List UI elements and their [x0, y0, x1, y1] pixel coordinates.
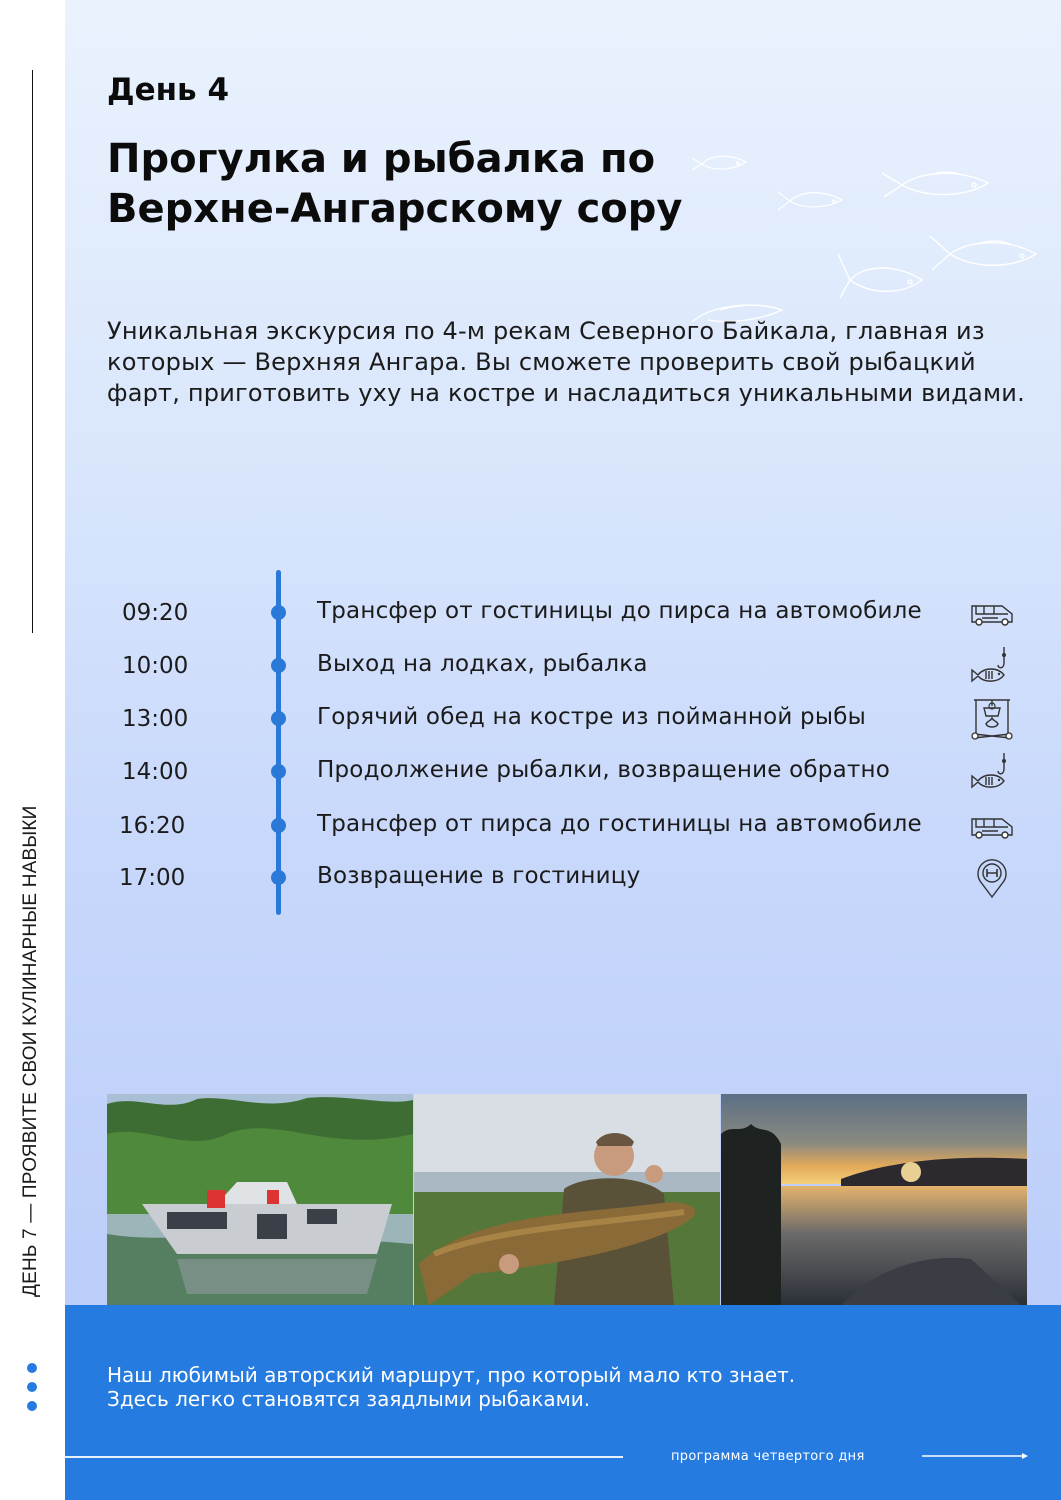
schedule-activity: Трансфер от гостиницы до пирса на автомобиле: [317, 598, 922, 624]
schedule-activity: Выход на лодках, рыбалка: [317, 651, 648, 677]
campfire-pot-icon: [968, 698, 1016, 742]
arrow-right-icon[interactable]: [922, 1451, 1030, 1461]
minivan-icon: [968, 592, 1016, 636]
schedule-activity: Продолжение рыбалки, возвращение обратно: [317, 757, 890, 783]
timeline-dot: [271, 764, 286, 779]
timeline-dot: [271, 605, 286, 620]
schedule-row: [0, 805, 1061, 845]
schedule-time: 17:00: [119, 865, 186, 891]
next-day-link[interactable]: программа четвертого дня: [671, 1449, 865, 1464]
hotel-pin-icon: [968, 857, 1016, 901]
timeline-dot: [271, 711, 286, 726]
schedule-activity: Горячий обед на костре из пойманной рыбы: [317, 704, 866, 730]
fish-decoration-icon: [880, 165, 992, 205]
schedule-row: [0, 857, 1061, 897]
vertical-caption: ДЕНЬ 7 — ПРОЯВИТЕ СВОИ КУЛИНАРНЫЕ НАВЫКИ: [20, 805, 41, 1297]
schedule-row: [0, 645, 1061, 685]
timeline-dot: [271, 870, 286, 885]
fish-hook-icon: [968, 645, 1016, 689]
tour-description: Уникальная экскурсия по 4-м рекам Северного Байкала, главная из которых — Верхняя Ангара. Вы сможете проверить свой рыбацкий фарт, приготовить уху на костре и насладиться уникальными видами.: [107, 317, 1025, 407]
photo-sunset-lake: [721, 1094, 1027, 1305]
page-title: Прогулка и рыбалка по Верхне-Ангарскому сору: [107, 136, 683, 232]
schedule-activity: Возвращение в гостиницу: [317, 863, 641, 889]
schedule-row: [0, 751, 1061, 791]
schedule-time: 10:00: [122, 653, 189, 679]
photo-strip: [107, 1094, 1027, 1305]
photo-fisherman-pike: [414, 1094, 720, 1305]
fish-decoration-icon: [834, 252, 926, 302]
minivan-icon: [968, 805, 1016, 849]
more-dots-icon[interactable]: [27, 1363, 37, 1420]
schedule-time: 16:20: [119, 813, 186, 839]
day-label: День 4: [107, 72, 230, 108]
schedule-row: [0, 592, 1061, 632]
schedule-time: 14:00: [122, 759, 189, 785]
schedule-row: [0, 698, 1061, 738]
schedule-time: 09:20: [122, 600, 189, 626]
photo-boat: [107, 1094, 413, 1305]
fish-decoration-icon: [928, 232, 1040, 276]
schedule-time: 13:00: [122, 706, 189, 732]
schedule-activity: Трансфер от пирса до гостиницы на автомобиле: [317, 811, 922, 837]
side-divider-line: [32, 70, 33, 633]
fish-hook-icon: [968, 751, 1016, 795]
footer-tagline: Наш любимый авторский маршрут, про который мало кто знает. Здесь легко становятся заядлыми рыбаками.: [107, 1363, 796, 1411]
footer-banner: [65, 1305, 1061, 1500]
footer-divider-line: [65, 1456, 623, 1458]
timeline-dot: [271, 818, 286, 833]
timeline-dot: [271, 658, 286, 673]
